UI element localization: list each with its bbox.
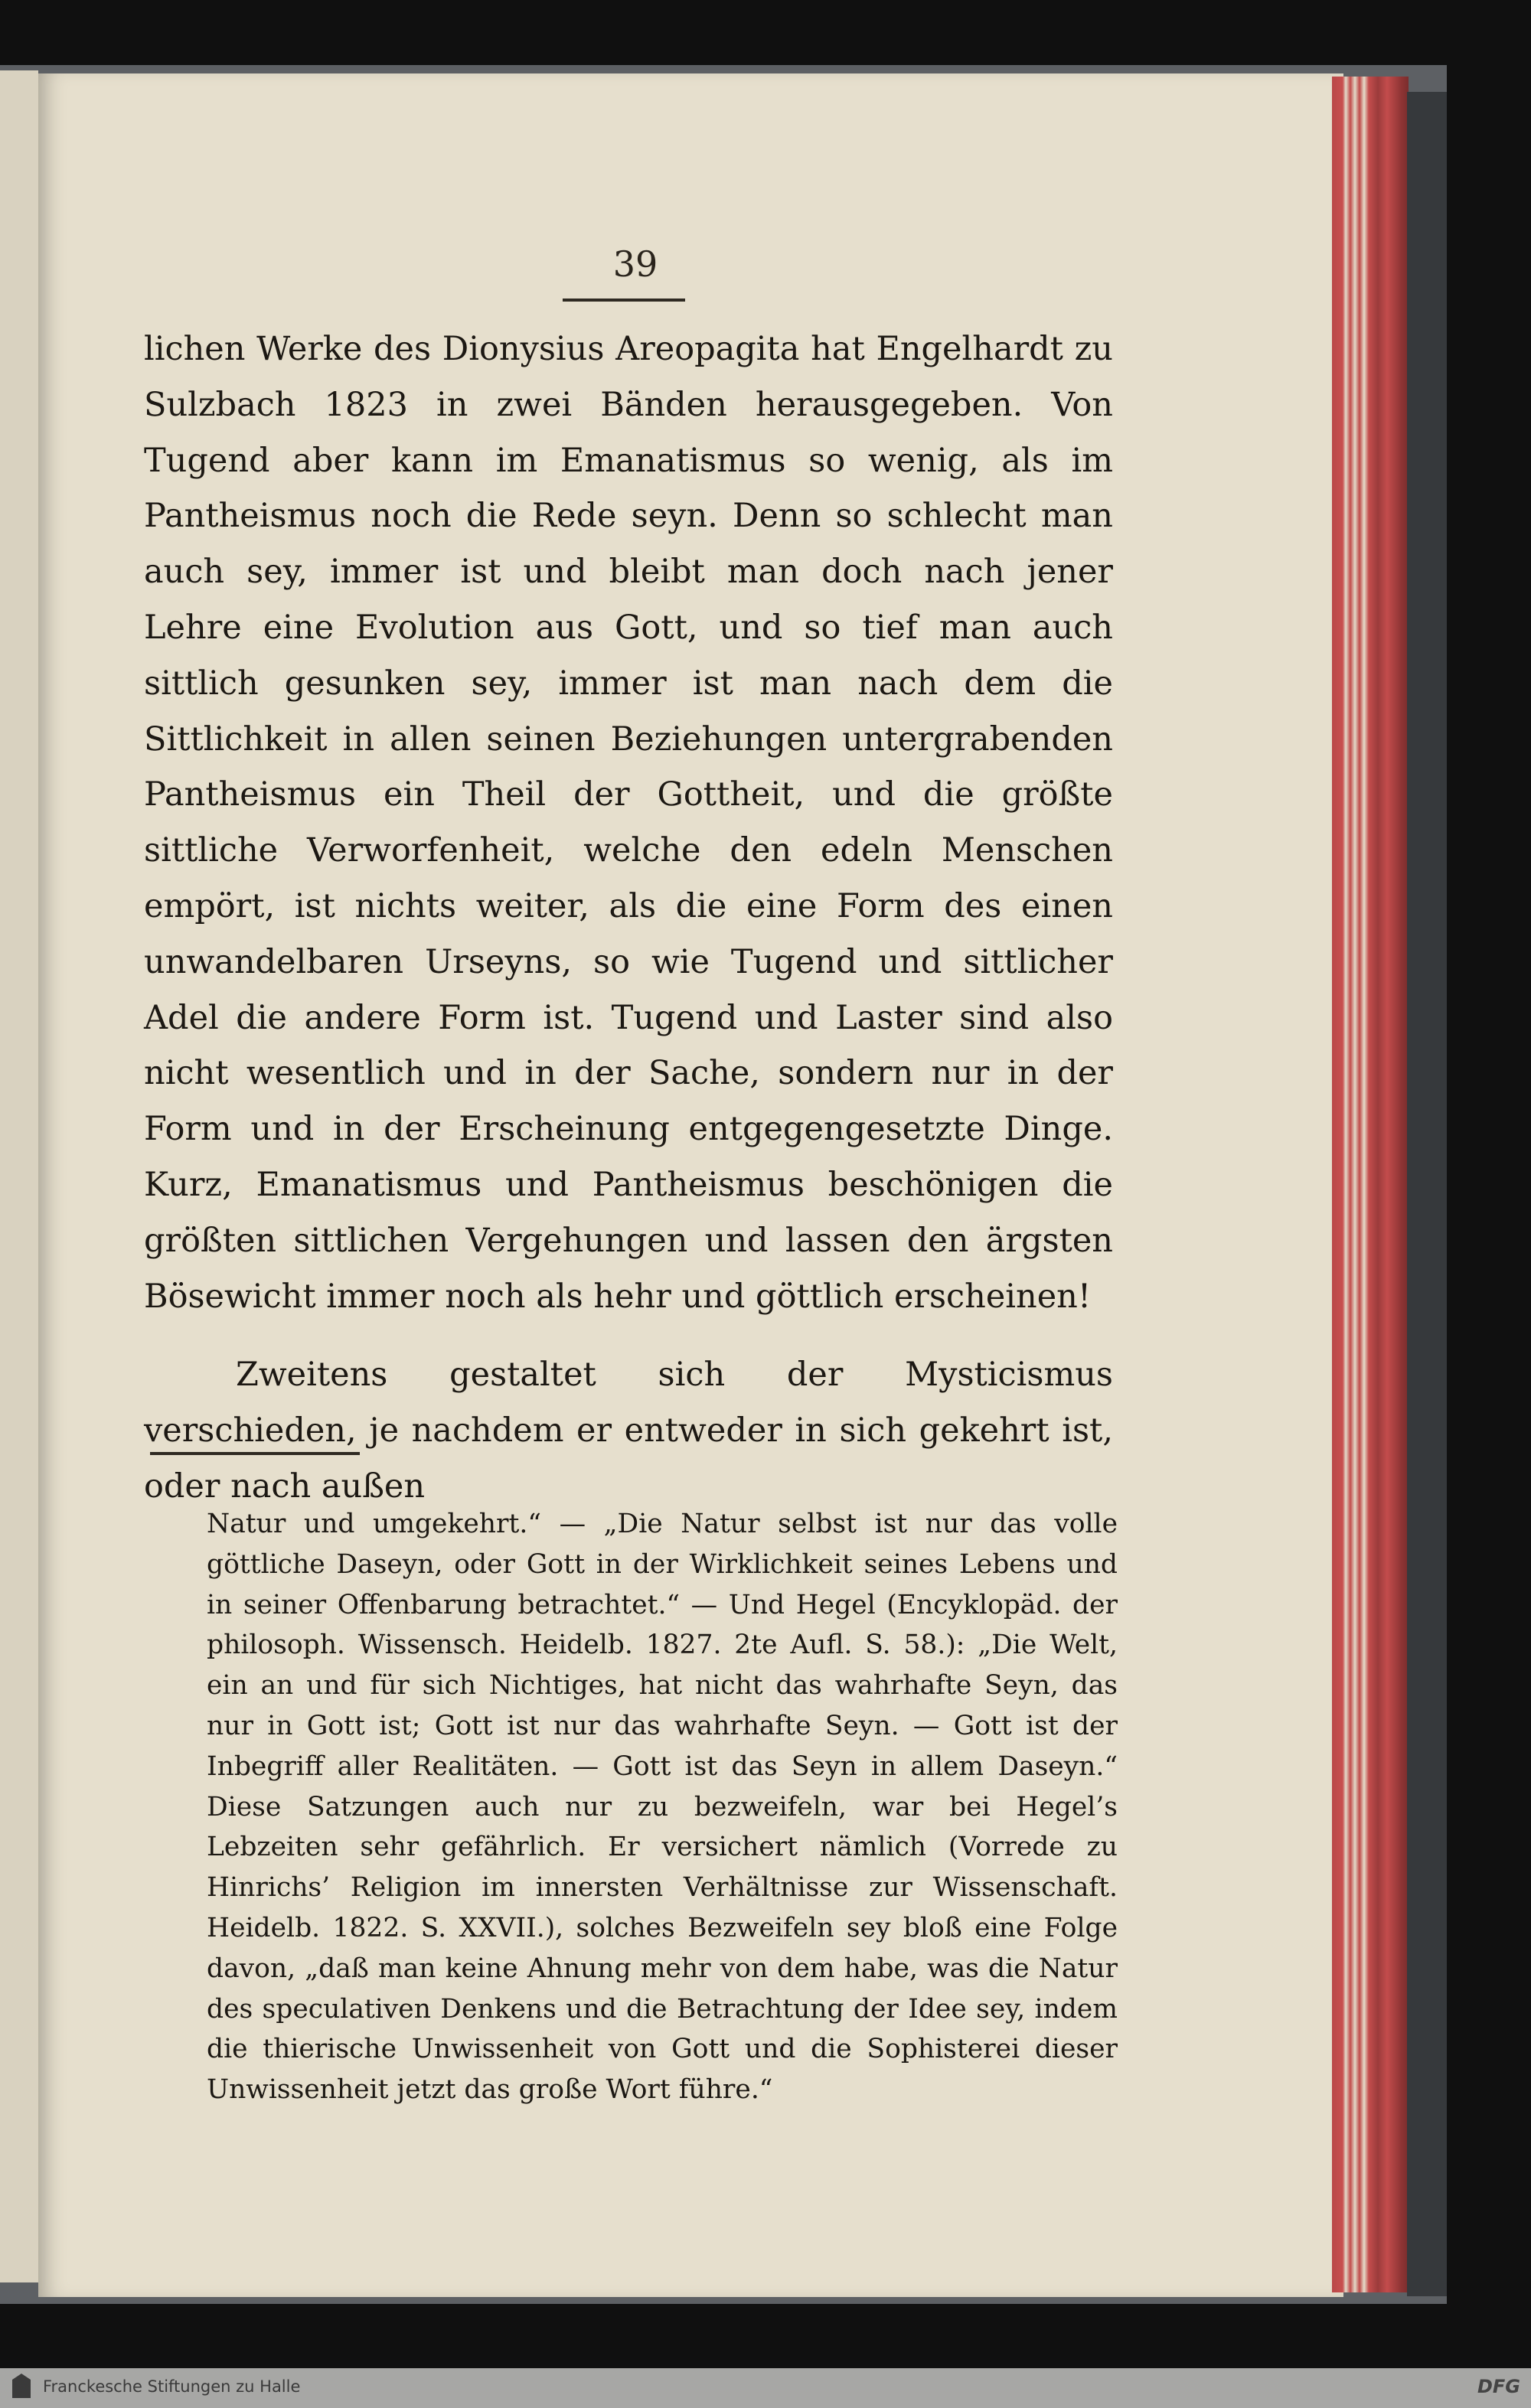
- footnote-paragraph: Natur und umgekehrt.“ — „Die Natur selbst ist nur das volle göttliche Daseyn, oder Gott in der Wirklichkeit seines Lebens und in seiner Offenbarung betrachtet.“ — Und Hegel (Encyklopäd. der philosoph. Wissensch. Heidelb. 1827. 2te Aufl. S. 58.): „Die Welt, ein an und für sich Nichtiges, hat nicht das wahrhafte Seyn, das nur in Gott ist; Gott ist nur das wahrhafte Seyn. — Gott ist der Inbegriff aller Realitäten. — Gott ist das Seyn in allem Daseyn.“ Diese Satzungen auch nur zu bezweifeln, war bei Hegel’s Lebzeiten sehr gefährlich. Er versichert nämlich (Vorrede zu Hinrichs’ Religion im innersten Verhältnisse zur Wissenschaft. Heidelb. 1822. S. XXVII.), solches Bezweifeln sey bloß eine Folge davon, „daß man keine Ahnung mehr von dem habe, was die Natur des speculativen Denkens und die Betrachtung der Idee sey, indem die thierische Unwissenheit von Gott und die Sophisterei dieser Unwissenheit jetzt das große Wort führe.“: [207, 1509, 1118, 2106]
- institution-name: Franckesche Stiftungen zu Halle: [43, 2377, 301, 2396]
- footnote: [207, 1504, 1118, 2110]
- viewer-footer-bar: [0, 2368, 1531, 2408]
- facing-page-edge: [0, 70, 38, 2282]
- body-paragraph: Zweitens gestaltet sich der Mysticismus verschieden, je nachdem er entweder in sich gekehrt ist, oder nach außen: [144, 1356, 1113, 1506]
- body-paragraph: lichen Werke des Dionysius Areopagita hat Engelhardt zu Sulzbach 1823 in zwei Bänden herausgegeben. Von Tugend aber kann im Emanatismus so wenig, als im Pantheismus noch die Rede seyn. Denn so schlecht man auch sey, immer ist und bleibt man doch nach jener Lehre eine Evolution aus Gott, und so tief man auch sittlich gesunken sey, immer ist man nach dem die Sittlichkeit in allen seinen Beziehungen untergrabenden Pantheismus ein Theil der Gottheit, und die größte sittliche Verworfenheit, welche den edeln Menschen empört, ist nichts weiter, als die eine Form des einen unwandelbaren Urseyns, so wie Tugend und sittlicher Adel die andere Form ist. Tugend und Laster sind also nicht wesentlich und in der Sache, sondern nur in der Form und in der Erscheinung entgegengesetzte Dinge. Kurz, Emanatismus und Pantheismus beschönigen die größten sittlichen Vergehungen und lassen den ärgsten Bösewicht immer noch als hehr und göttlich erscheinen!: [144, 330, 1113, 1316]
- body-text: [144, 321, 1113, 1515]
- red-page-edges: [1332, 77, 1409, 2292]
- header-rule: [563, 299, 685, 302]
- franckesche-stiftungen-logo-icon: [12, 2374, 31, 2398]
- dfg-logo: DFG: [1477, 2376, 1520, 2397]
- page-number: 39: [612, 243, 658, 285]
- book-cover-edge: [1407, 92, 1447, 2296]
- footnote-rule: [150, 1452, 360, 1455]
